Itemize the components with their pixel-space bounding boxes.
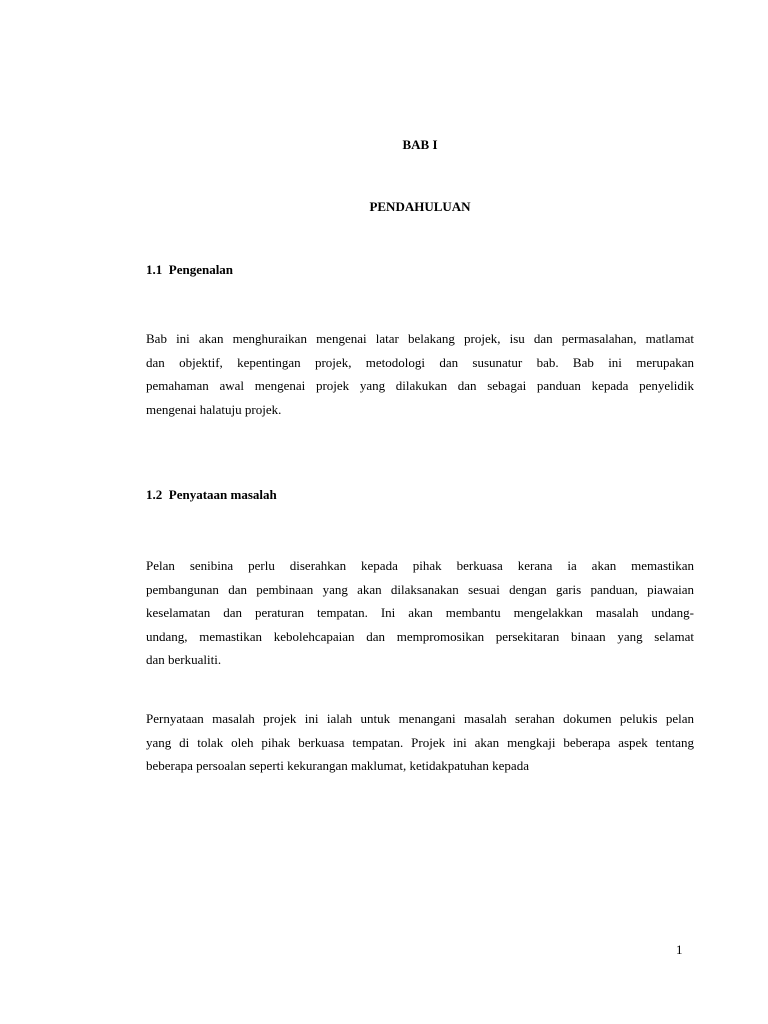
paragraph-pengenalan [146,327,694,421]
chapter-number: BAB I [402,137,438,152]
paragraph-line: pemahaman awal mengenai projek yang dilakukan dan sebagai panduan kepada penyelidik [146,378,694,393]
section-heading-penyataan-masalah: 1.2 Penyataan masalah [146,487,277,502]
paragraph-line: mengenai halatuju projek. [146,401,282,417]
paragraph-line: dan objektif, kepentingan projek, metodologi dan susunatur bab. Bab ini merupakan [146,354,694,370]
page-number: 1 [676,942,683,957]
paragraph-line: Pelan senibina perlu diserahkan kepada pihak berkuasa kerana ia akan memastikan [146,558,694,573]
section-heading-pengenalan: 1.1 Pengenalan [146,262,234,277]
paragraph-line: dan berkualiti. [146,652,222,667]
paragraph-line: beberapa persoalan seperti kekurangan maklumat, ketidakpatuhan kepada [146,758,529,773]
paragraph-line: Bab ini akan menghuraikan mengenai latar belakang projek, isu dan permasalahan, matlamat [146,331,694,346]
paragraph-line: undang, memastikan kebolehcapaian dan mempromosikan persekitaran binaan yang selamat [146,628,694,644]
paragraph-line: keselamatan dan peraturan tempatan. Ini akan membantu mengelakkan masalah undang- [146,605,694,620]
paragraph-line: pembangunan dan pembinaan yang akan dilaksanakan sesuai dengan garis panduan, piawaian [146,581,694,597]
chapter-title: PENDAHULUAN [369,199,471,214]
paragraph-line: Pernyataan masalah projek ini ialah untuk menangani masalah serahan dokumen pelukis pelan [146,711,694,726]
paragraph-line: yang di tolak oleh pihak berkuasa tempatan. Projek ini akan mengkaji beberapa aspek tentang [146,734,694,750]
paragraph-penyataan-masalah-1 [146,554,694,672]
paragraph-penyataan-masalah-2 [146,707,694,778]
